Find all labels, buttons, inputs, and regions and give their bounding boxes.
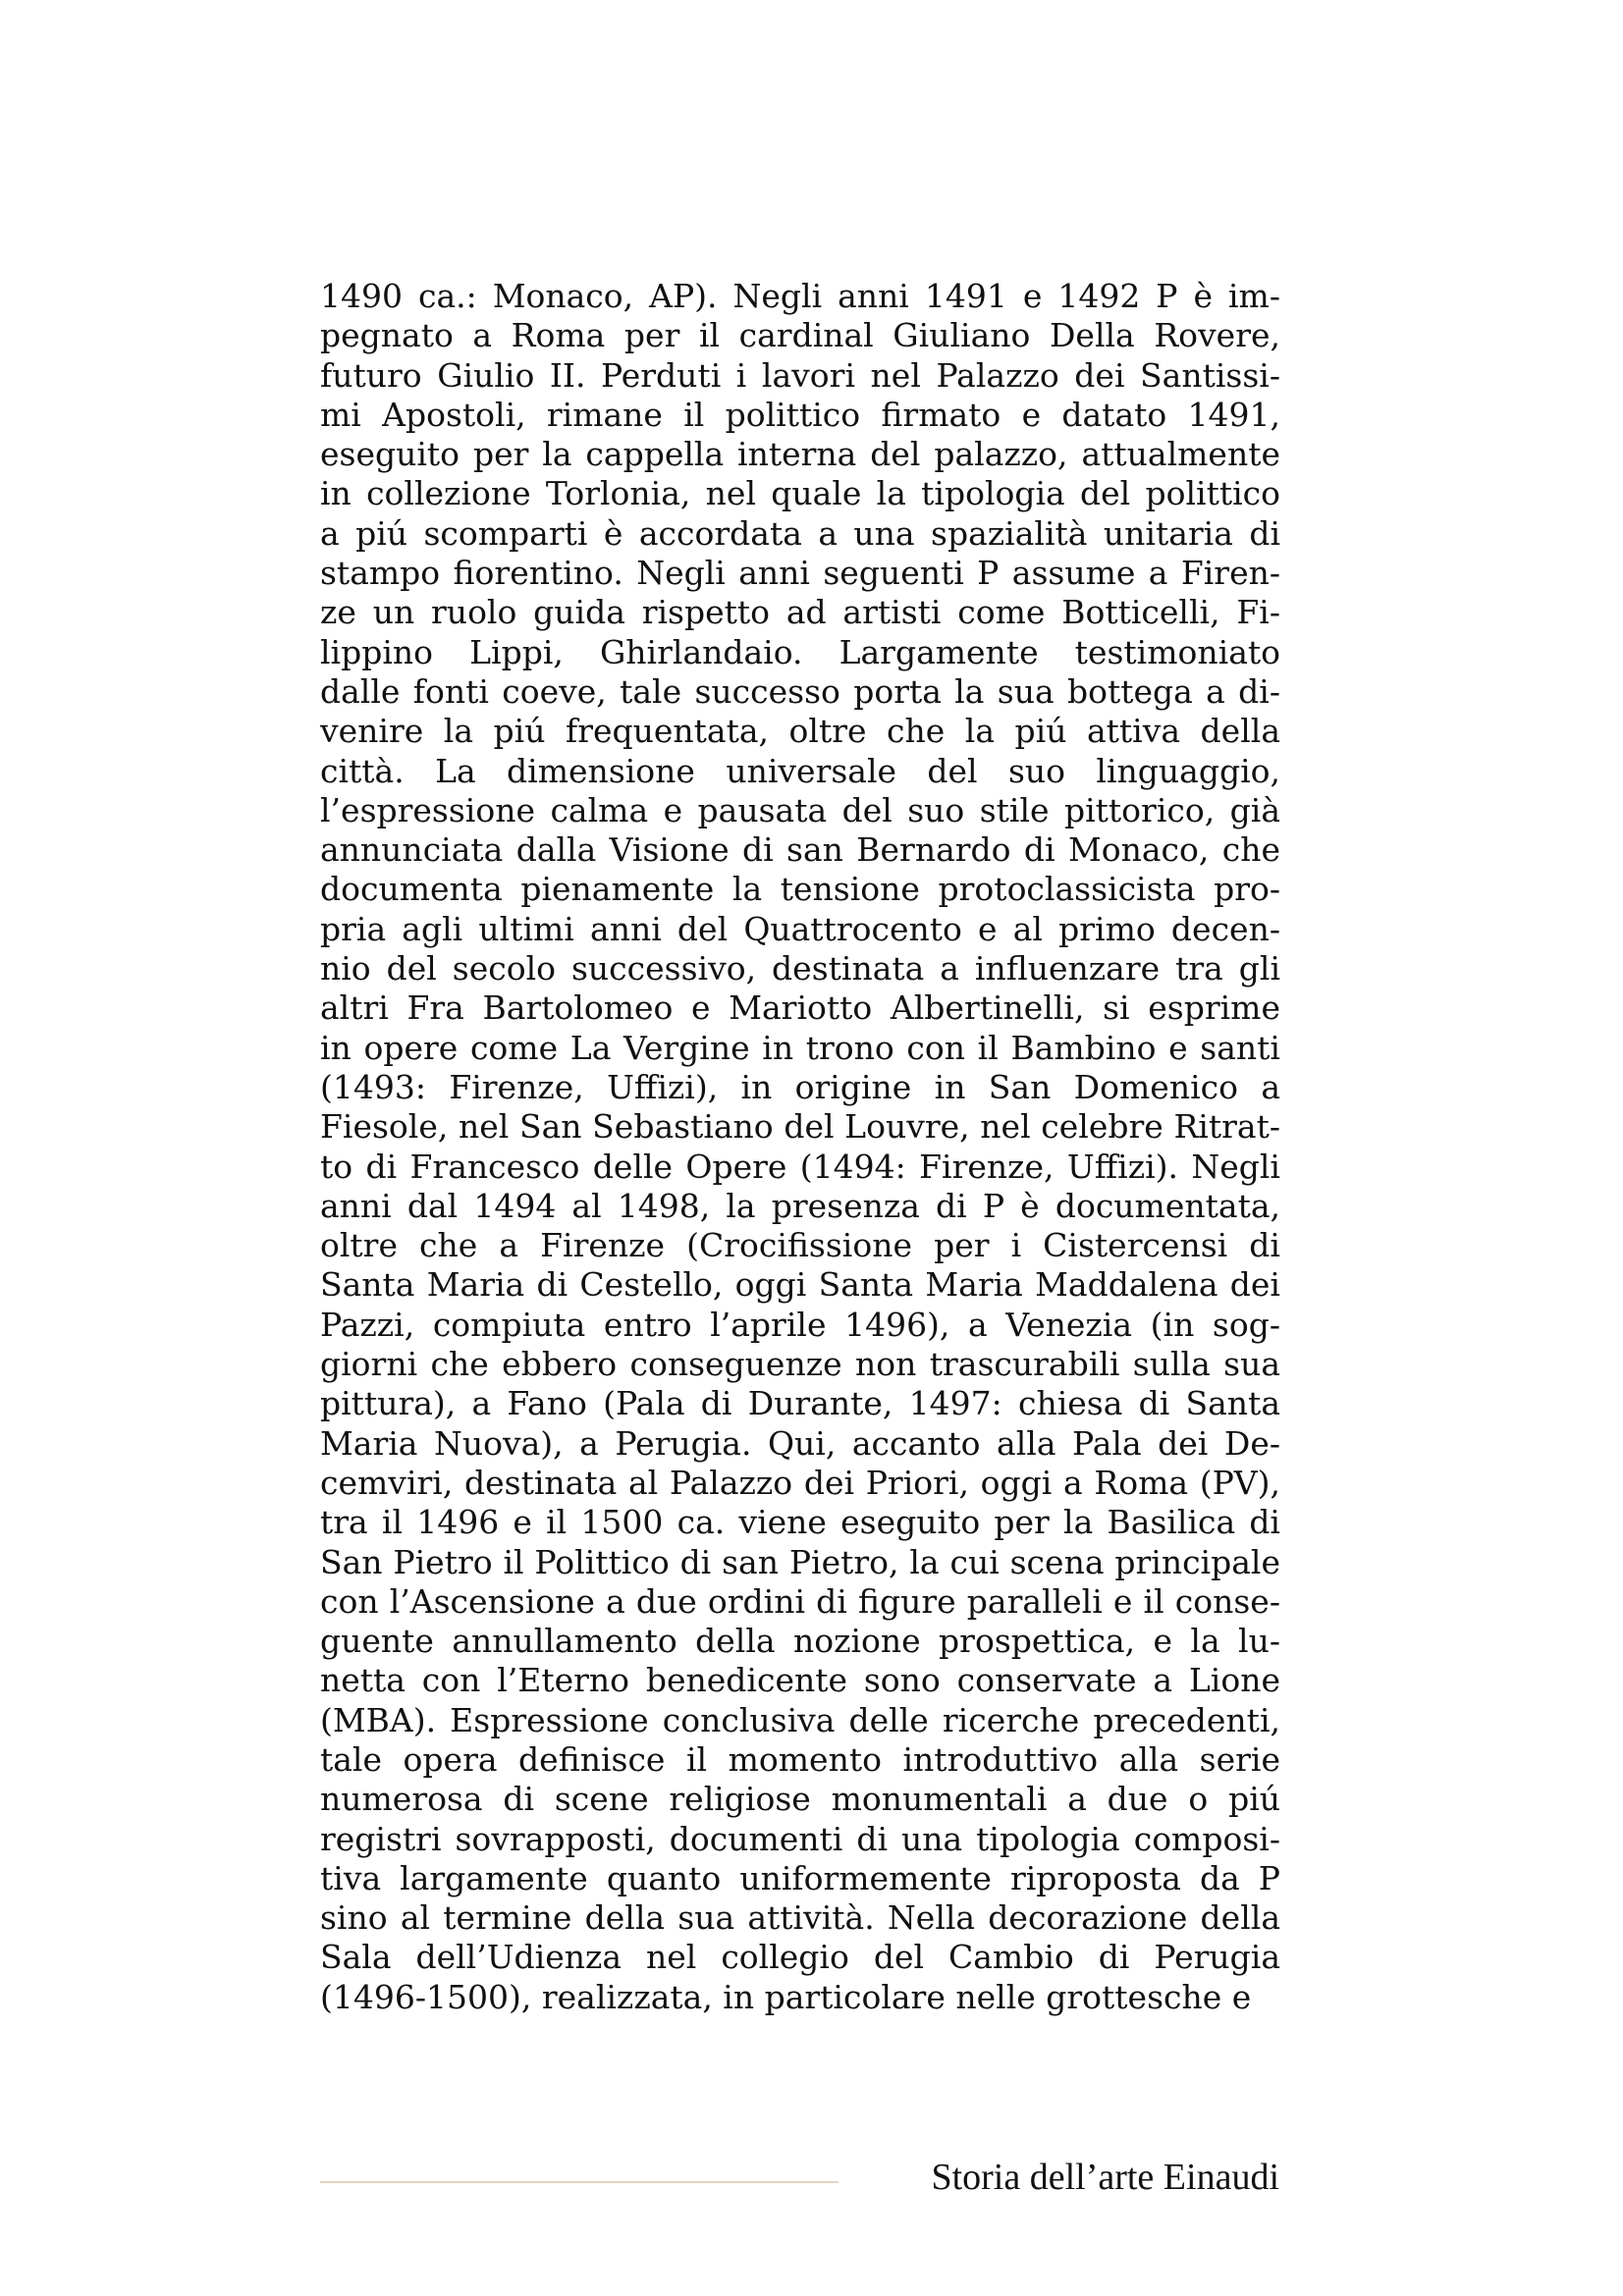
text-line: Santa Maria di Cestello, oggi Santa Maria Maddalena dei	[320, 1265, 1280, 1305]
text-line: documenta pienamente la tensione protoclassicista pro-	[320, 870, 1280, 909]
text-line: l’espressione calma e pausata del suo stile pittorico, già	[320, 790, 1280, 829]
text-line: futuro Giulio II. Perduti i lavori nel Palazzo dei Santissi-	[320, 355, 1280, 395]
text-line: annunciata dalla Visione di san Bernardo di Monaco, che	[320, 830, 1280, 870]
footer-title: Storia dell’arte Einaudi	[931, 2157, 1279, 2198]
text-line: tra il 1496 e il 1500 ca. viene eseguito per la Basilica di	[320, 1503, 1280, 1542]
text-line: Fiesole, nel San Sebastiano del Louvre, nel celebre Ritrat-	[320, 1107, 1280, 1147]
text-line: San Pietro il Polittico di san Pietro, la cui scena principale	[320, 1542, 1280, 1581]
text-line: pria agli ultimi anni del Quattrocento e al primo decen-	[320, 909, 1280, 948]
text-line: nio del secolo successivo, destinata a influenzare tra gli	[320, 949, 1280, 988]
text-line: lippino Lippi, Ghirlandaio. Largamente testimoniato	[320, 632, 1280, 671]
text-line: sino al termine della sua attività. Nella decorazione della	[320, 1898, 1280, 1938]
text-line: Pazzi, compiuta entro l’aprile 1496), a Venezia (in sog-	[320, 1305, 1280, 1344]
text-line: pittura), a Fano (Pala di Durante, 1497: chiesa di Santa	[320, 1384, 1280, 1423]
text-line: 1490 ca.: Monaco, AP). Negli anni 1491 e 1492 P è im-	[320, 277, 1280, 315]
text-line: a piú scomparti è accordata a una spazialità unitaria di	[320, 513, 1280, 553]
text-line: giorni che ebbero conseguenze non trascurabili sulla sua	[320, 1345, 1280, 1384]
text-line: guente annullamento della nozione prospettica, e la lu-	[320, 1622, 1280, 1661]
text-line: eseguito per la cappella interna del palazzo, attualmente	[320, 435, 1280, 474]
text-line: venire la piú frequentata, oltre che la piú attiva della	[320, 712, 1280, 751]
text-line: Sala dell’Udienza nel collegio del Cambio di Perugia	[320, 1938, 1280, 1977]
text-line: (1496-1500), realizzata, in particolare nelle grottesche e	[320, 1977, 1252, 2016]
footer-divider	[320, 2181, 839, 2183]
text-line: registri sovrapposti, documenti di una tipologia composi-	[320, 1819, 1280, 1858]
text-line: pegnato a Roma per il cardinal Giuliano Della Rovere,	[320, 316, 1280, 355]
text-line: città. La dimensione universale del suo linguaggio,	[320, 751, 1280, 790]
text-line: ze un ruolo guida rispetto ad artisti come Botticelli, Fi-	[320, 593, 1280, 632]
text-line: in opere come La Vergine in trono con il Bambino e santi	[320, 1028, 1280, 1067]
text-line: in collezione Torlonia, nel quale la tipologia del polittico	[320, 474, 1280, 513]
text-line: dalle fonti coeve, tale successo porta la sua bottega a di-	[320, 671, 1280, 711]
text-line: tale opera definisce il momento introduttivo alla serie	[320, 1739, 1280, 1779]
text-line: con l’Ascensione a due ordini di figure paralleli e il conse-	[320, 1581, 1280, 1621]
text-line: tiva largamente quanto uniformemente riproposta da P	[320, 1858, 1280, 1897]
text-line: (1493: Firenze, Uffizi), in origine in San Domenico a	[320, 1067, 1280, 1106]
text-line: mi Apostoli, rimane il polittico firmato e datato 1491,	[320, 395, 1280, 434]
text-line: (MBA). Espressione conclusiva delle ricerche precedenti,	[320, 1700, 1280, 1739]
text-line: oltre che a Firenze (Crocifissione per i Cistercensi di	[320, 1226, 1280, 1265]
body-text	[320, 277, 1280, 2017]
text-line: anni dal 1494 al 1498, la presenza di P è documentata,	[320, 1186, 1280, 1225]
text-line: netta con l’Eterno benedicente sono conservate a Lione	[320, 1661, 1280, 1700]
text-line: numerosa di scene religiose monumentali a due o piú	[320, 1780, 1280, 1819]
text-line: stampo fiorentino. Negli anni seguenti P assume a Firen-	[320, 554, 1280, 593]
text-line: Maria Nuova), a Perugia. Qui, accanto alla Pala dei De-	[320, 1423, 1280, 1463]
text-line: cemviri, destinata al Palazzo dei Priori, oggi a Roma (PV),	[320, 1463, 1280, 1502]
text-line: altri Fra Bartolomeo e Mariotto Albertinelli, si esprime	[320, 988, 1280, 1028]
text-line: to di Francesco delle Opere (1494: Firenze, Uffizi). Negli	[320, 1147, 1280, 1186]
